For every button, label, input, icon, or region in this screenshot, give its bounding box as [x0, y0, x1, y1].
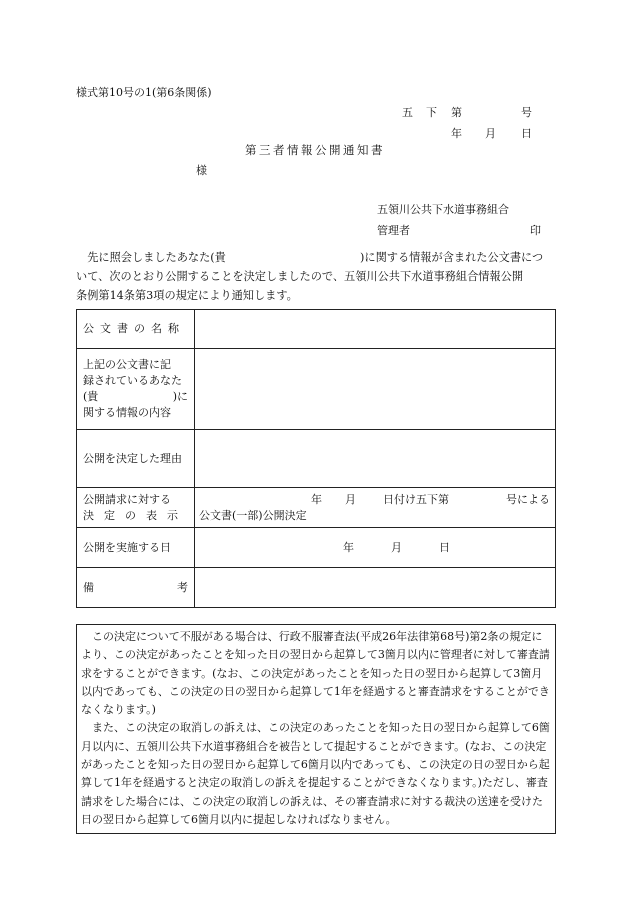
- value-remarks[interactable]: [195, 568, 556, 608]
- notice-paragraph-1: この決定について不服がある場合は、行政不服審査法(平成26年法律第68号)第2条の規定により、この決定があったことを知った日の翌日から起算して3箇月以内に管理者に対して審査請求をすることができます。(なお、この決定があったことを知った日の翌日から起算して3箇月以内であっても、この決定の日の翌日から起算して1年を経過すると審査請求をすることができなくなります。): [81, 630, 550, 717]
- doc-number-dai: 第: [451, 106, 462, 119]
- label-implementation-date: 公開を実施する日: [77, 528, 195, 568]
- decision-line-1: [195, 492, 555, 508]
- intro-paragraph: [76, 248, 560, 305]
- notice-paragraph-2: また、この決定の取消しの訴えは、この決定のあったことを知った日の翌日から起算して6箇月以内に、五領川公共下水道事務組合を被告として提起することができます。(なお、この決定があったことを知った日の翌日から起算して6箇月以内であっても、この決定の日の翌日から起算して1年を経過すると決定の取消しの訴えを提起することができなくなります。)ただし、審査請求をした場合には、この決定の取消しの訴えは、その審査請求に対する裁決の送達を受けた日の翌日から起算して6箇月以内に提起しなければなりません。: [81, 721, 550, 826]
- decision-year: 年: [311, 492, 322, 506]
- value-document-name[interactable]: [195, 310, 556, 349]
- table-row: [77, 349, 556, 430]
- table-row: [77, 430, 556, 488]
- remarks-label-2: 考: [177, 580, 188, 594]
- info-label-line-4: 関する情報の内容: [83, 406, 171, 419]
- value-reason[interactable]: [195, 430, 556, 488]
- info-label-line-2: 録されているあなた: [83, 374, 182, 387]
- remarks-label-1: 備: [83, 580, 94, 594]
- label-document-name-text: 公文書の名称: [83, 322, 185, 335]
- table-row: [77, 310, 556, 349]
- date-year: 年: [451, 127, 462, 140]
- addressee-suffix: 様: [196, 164, 207, 177]
- date-day: 日: [521, 127, 532, 140]
- remarks-label: [83, 580, 188, 596]
- info-label-line-3: [83, 389, 188, 405]
- intro-line-1: 先に照会しましたあなた(貴 )に関する情報が含まれた公文書につ: [87, 251, 544, 264]
- form-number: 様式第10号の1(第6条関係): [76, 86, 212, 99]
- label-reason: 公開を決定した理由: [77, 430, 195, 488]
- table-row: [77, 488, 556, 528]
- label-document-name: [77, 310, 195, 349]
- appeal-notice-box: [76, 624, 556, 834]
- sender-organization: 五領川公共下水道事務組合: [377, 203, 509, 216]
- info-label-line-1: 上記の公文書に記: [83, 358, 171, 371]
- table-row: [77, 528, 556, 568]
- decision-go: 号による: [506, 492, 550, 506]
- doc-number-go: 号: [521, 106, 532, 119]
- table-row: [77, 568, 556, 608]
- label-info-content: [77, 349, 195, 430]
- decision-label-line-1: 公開請求に対する: [83, 492, 171, 506]
- value-decision[interactable]: [195, 488, 556, 528]
- sender-manager: 管理者: [377, 224, 410, 237]
- info-label-line-3b: )に: [172, 390, 188, 403]
- impl-day: 日: [439, 541, 450, 554]
- info-label-line-3a: (貴: [83, 390, 99, 403]
- impl-year: 年: [343, 541, 354, 554]
- seal-mark: 印: [530, 224, 541, 237]
- label-decision: [77, 488, 195, 528]
- date-month: 月: [485, 127, 496, 140]
- doc-number-prefix-2: 下: [426, 106, 437, 119]
- label-remarks: [77, 568, 195, 608]
- decision-label-line-2: 決定の表示: [83, 508, 188, 522]
- disclosure-table: [76, 309, 556, 608]
- label-text: [83, 321, 188, 337]
- value-info-content[interactable]: [195, 349, 556, 430]
- value-implementation-date[interactable]: [195, 528, 556, 568]
- decision-dated: 日付け五下第: [383, 492, 449, 506]
- decision-text: 公文書(一部)公開決定: [199, 508, 307, 522]
- document-title: 第三者情報公開通知書: [245, 143, 385, 157]
- decision-month: 月: [345, 492, 356, 506]
- intro-line-3: 条例第14条第3項の規定により通知します。: [76, 289, 298, 302]
- impl-month: 月: [391, 541, 402, 554]
- doc-number-prefix-1: 五: [402, 106, 413, 119]
- intro-line-2: いて、次のとおり公開することを決定しましたので、五領川公共下水道事務組合情報公開: [76, 270, 524, 283]
